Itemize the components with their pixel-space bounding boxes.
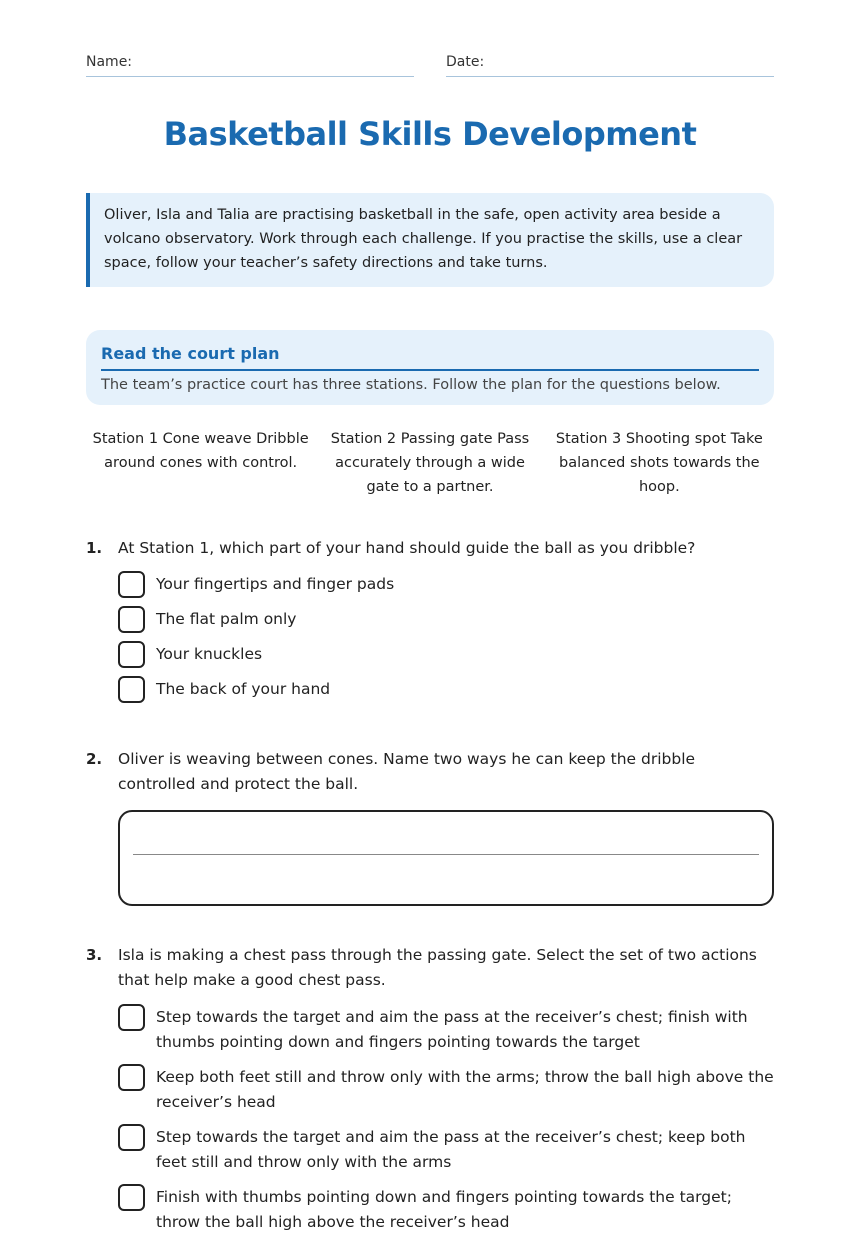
option-label: The back of your hand [156, 680, 331, 698]
station-2: Station 2 Passing gate Pass accurately through a wide gate to a partner. [330, 431, 530, 495]
question-1 [86, 536, 774, 711]
court-plan-text: The team’s practice court has three stations. Follow the plan for the questions below. [101, 377, 721, 393]
question-text: At Station 1, which part of your hand should guide the ball as you dribble? [118, 539, 696, 557]
option-item[interactable] [118, 1064, 774, 1115]
court-plan-title: Read the court plan [101, 344, 759, 371]
question-3 [86, 943, 774, 1244]
option-checkbox[interactable] [118, 571, 145, 598]
question-text: Oliver is weaving between cones. Name two ways he can keep the dribble controlled and protect the ball. [118, 750, 696, 793]
option-label: Step towards the target and aim the pass at the receiver’s chest; finish with thumbs pointing down and fingers pointing towards the target [156, 1008, 748, 1051]
question-text: Isla is making a chest pass through the passing gate. Select the set of two actions that help make a good chest pass. [118, 946, 757, 989]
option-item[interactable] [118, 1124, 774, 1175]
option-checkbox[interactable] [118, 641, 145, 668]
stations-row [86, 427, 774, 499]
answer-line [133, 854, 759, 855]
option-checkbox[interactable] [118, 1004, 145, 1031]
station-3: Station 3 Shooting spot Take balanced shots towards the hoop. [555, 431, 763, 495]
date-label: Date: [446, 54, 485, 70]
station-1: Station 1 Cone weave Dribble around cones with control. [92, 431, 309, 471]
question-number: 2. [86, 750, 103, 768]
option-item[interactable] [118, 676, 774, 703]
name-label: Name: [86, 54, 133, 70]
options-list [118, 1004, 774, 1235]
option-item[interactable] [118, 606, 774, 633]
answer-box[interactable] [118, 810, 774, 906]
question-2 [86, 747, 774, 906]
header-fields [86, 0, 774, 77]
question-number: 3. [86, 946, 103, 964]
option-checkbox[interactable] [118, 1184, 145, 1211]
date-field[interactable] [446, 54, 774, 77]
option-item[interactable] [118, 1004, 774, 1055]
options-list [118, 571, 774, 703]
option-label: Your knuckles [156, 645, 263, 663]
court-plan-panel [86, 330, 774, 405]
option-checkbox[interactable] [118, 606, 145, 633]
intro-callout: Oliver, Isla and Talia are practising basketball in the safe, open activity area beside a volcano observatory. Work through each challenge. If you practise the skills, use a clear space, follow your teacher’s safety directions and take turns. [86, 193, 774, 287]
question-number: 1. [86, 539, 103, 557]
page-title: Basketball Skills Development [163, 115, 697, 153]
option-item[interactable] [118, 571, 774, 598]
option-item[interactable] [118, 1184, 774, 1235]
option-label: Your fingertips and finger pads [156, 575, 395, 593]
option-checkbox[interactable] [118, 1124, 145, 1151]
option-label: Finish with thumbs pointing down and fingers pointing towards the target; throw the ball high above the receiver’s head [156, 1188, 732, 1231]
option-label: Keep both feet still and throw only with the arms; throw the ball high above the receiver’s head [156, 1068, 774, 1111]
option-checkbox[interactable] [118, 1064, 145, 1091]
option-checkbox[interactable] [118, 676, 145, 703]
name-field[interactable] [86, 54, 414, 77]
option-label: Step towards the target and aim the pass at the receiver’s chest; keep both feet still and throw only with the arms [156, 1128, 746, 1171]
option-label: The flat palm only [156, 610, 297, 628]
option-item[interactable] [118, 641, 774, 668]
